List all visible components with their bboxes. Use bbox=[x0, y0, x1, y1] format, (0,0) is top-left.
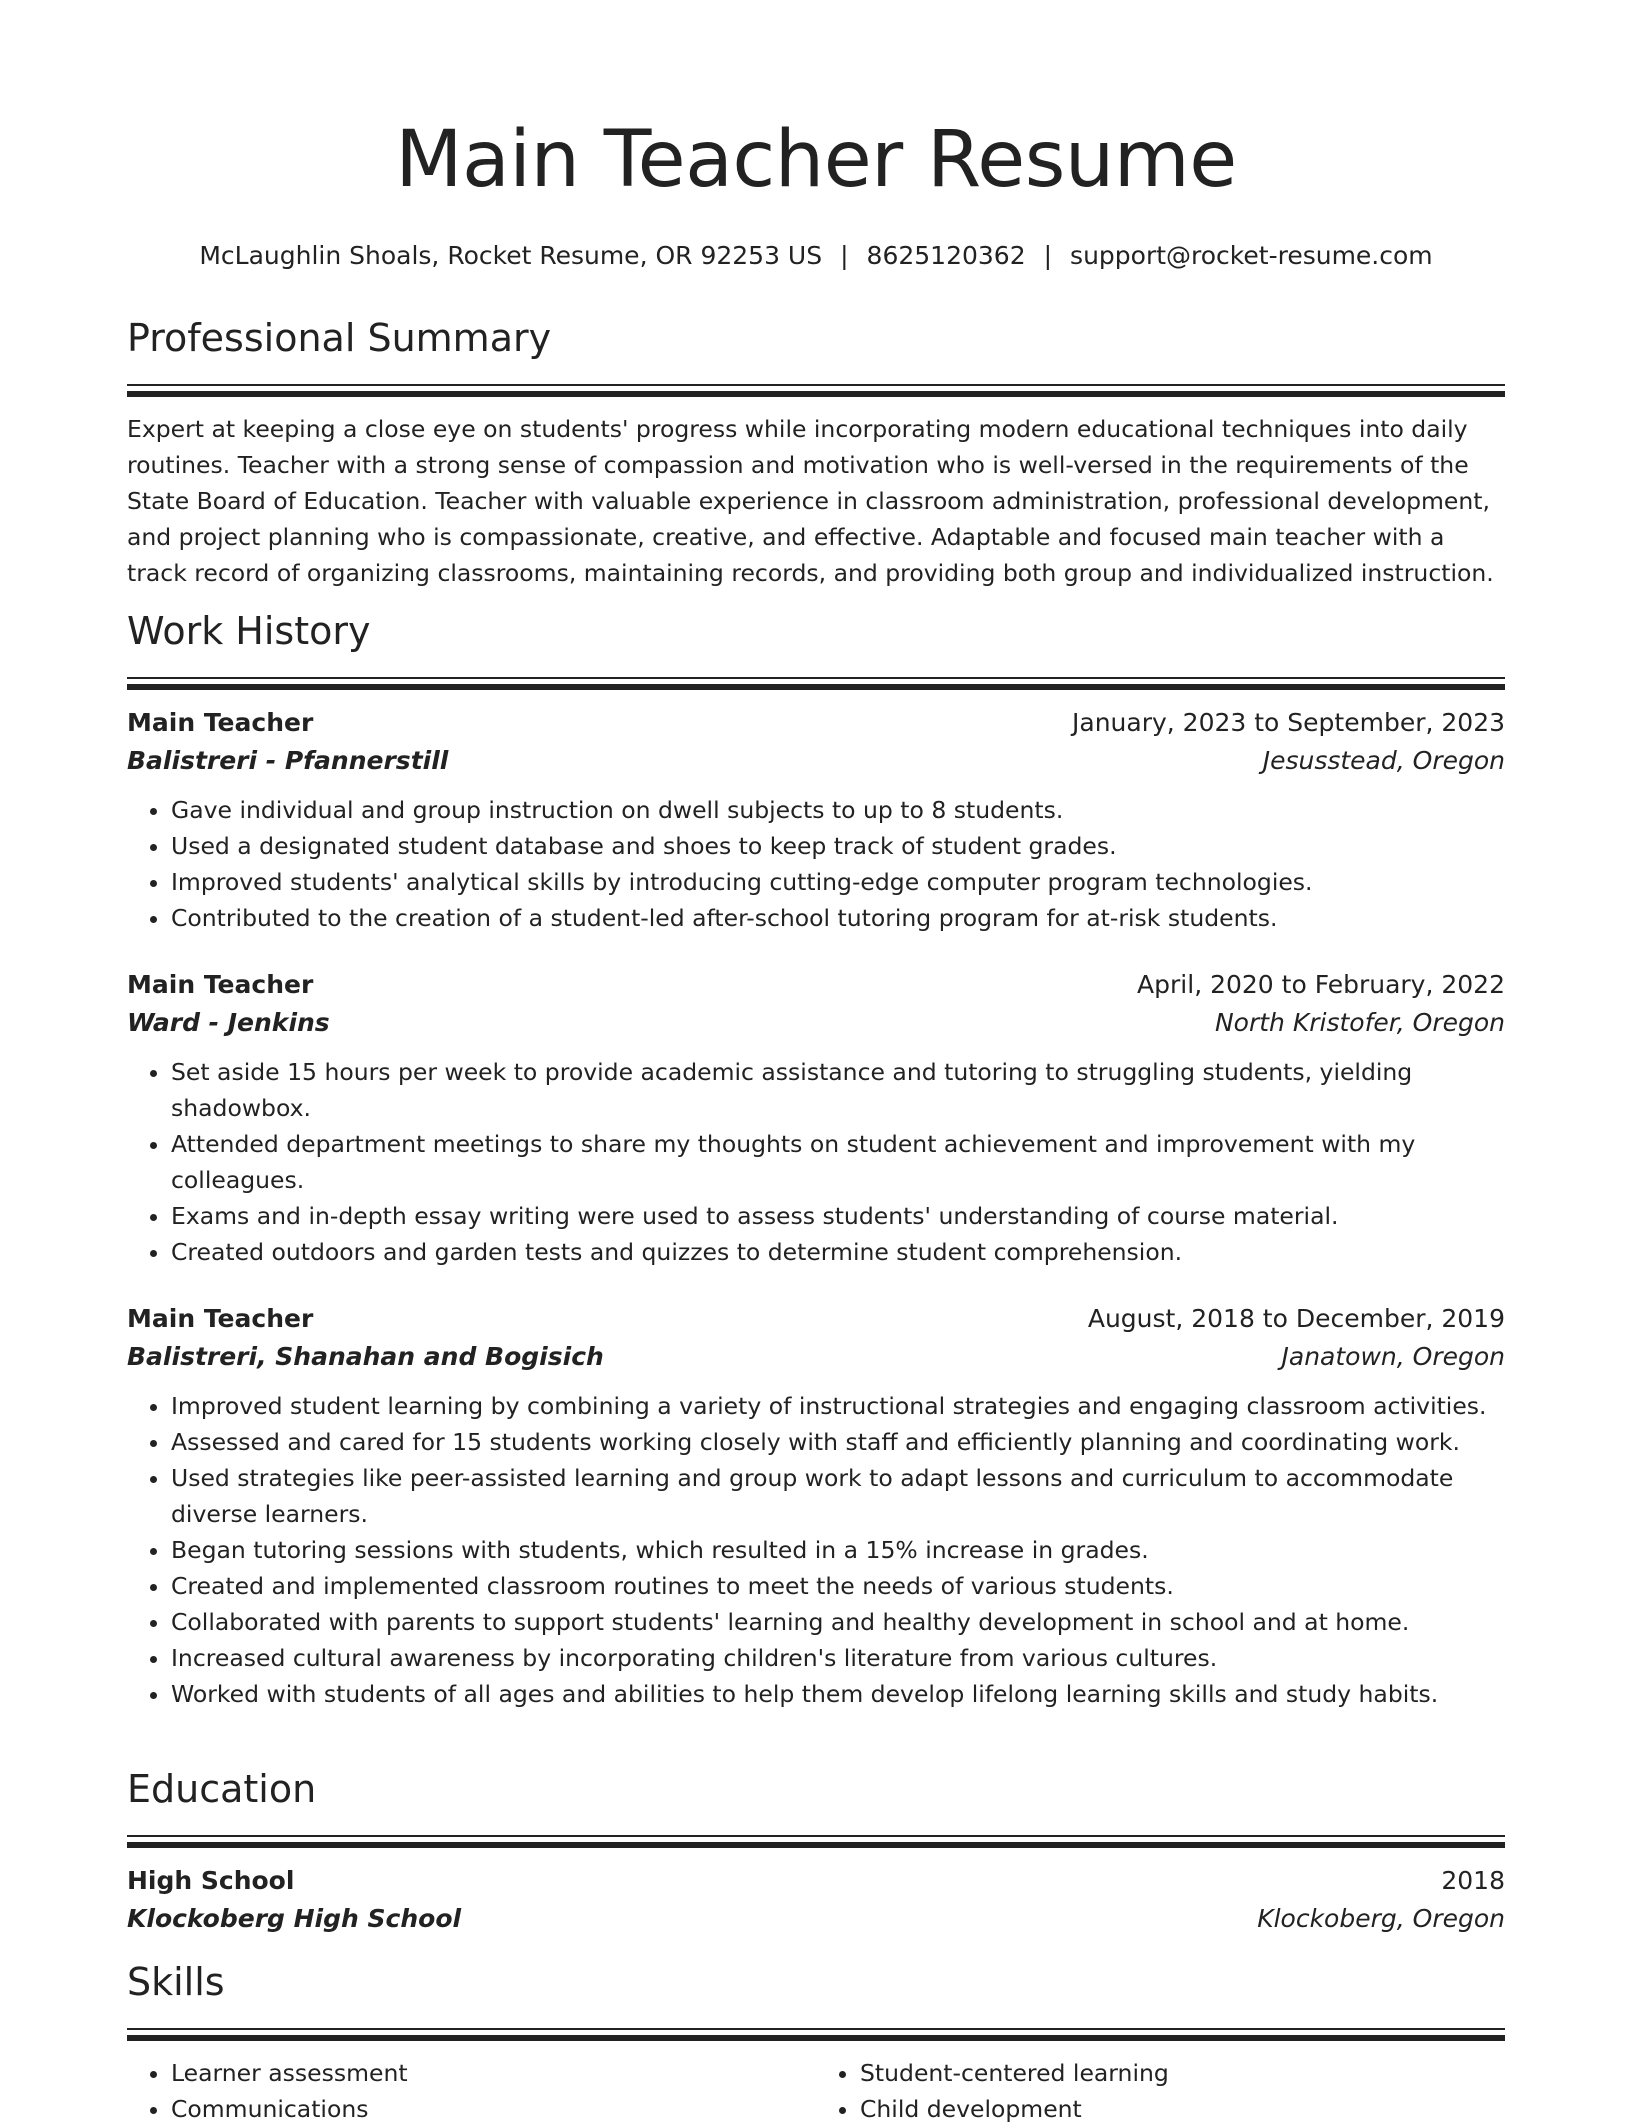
skill-item: • Child development bbox=[860, 2091, 1505, 2127]
job-location: North Kristofer, Oregon bbox=[1214, 1008, 1505, 1037]
job-bullet: • Set aside 15 hours per week to provide academic assistance and tutoring to struggling students, yielding shadowbox. bbox=[171, 1054, 1505, 1126]
section-divider bbox=[127, 2028, 1505, 2041]
job-bullet: • Created outdoors and garden tests and quizzes to determine student comprehension. bbox=[171, 1234, 1505, 1270]
contact-phone: 8625120362 bbox=[866, 241, 1026, 270]
job-dates: August, 2018 to December, 2019 bbox=[1087, 1304, 1505, 1333]
skill-item: • Communications bbox=[171, 2091, 816, 2127]
job-bullet: • Worked with students of all ages and abilities to help them develop lifelong learning skills and study habits. bbox=[171, 1676, 1505, 1712]
job-bullet: • Improved student learning by combining a variety of instructional strategies and engaging classroom activities. bbox=[171, 1388, 1505, 1424]
job-dates: April, 2020 to February, 2022 bbox=[1137, 970, 1505, 999]
job-bullet: • Contributed to the creation of a student-led after-school tutoring program for at-risk students. bbox=[171, 900, 1505, 936]
job-bullet: • Collaborated with parents to support students' learning and healthy development in school and at home. bbox=[171, 1604, 1505, 1640]
job-role: Main Teacher bbox=[127, 708, 314, 737]
job-bullet: • Used a designated student database and shoes to keep track of student grades. bbox=[171, 828, 1505, 864]
skills-grid bbox=[127, 2055, 1505, 2127]
contact-email: support@rocket-resume.com bbox=[1070, 241, 1433, 270]
job-entry bbox=[127, 966, 1505, 1270]
section-heading: Professional Summary bbox=[127, 316, 552, 360]
job-role: Main Teacher bbox=[127, 1304, 314, 1333]
job-company: Balistreri, Shanahan and Bogisich bbox=[127, 1342, 604, 1371]
job-bullets bbox=[127, 792, 1505, 936]
contact-separator: | bbox=[840, 241, 849, 270]
education-location: Klockoberg, Oregon bbox=[1257, 1904, 1505, 1933]
job-bullet: • Improved students' analytical skills by introducing cutting-edge computer program technologies. bbox=[171, 864, 1505, 900]
job-location: Jesusstead, Oregon bbox=[1262, 746, 1505, 775]
job-bullet: • Began tutoring sessions with students, which resulted in a 15% increase in grades. bbox=[171, 1532, 1505, 1568]
contact-address: McLaughlin Shoals, Rocket Resume, OR 92253 US bbox=[199, 241, 823, 270]
job-role: Main Teacher bbox=[127, 970, 314, 999]
skill-item: • Learner assessment bbox=[171, 2055, 816, 2091]
job-bullet: • Increased cultural awareness by incorporating children's literature from various cultures. bbox=[171, 1640, 1505, 1676]
skills-list-right bbox=[816, 2055, 1505, 2127]
skills-section bbox=[127, 1958, 1505, 2127]
job-entry bbox=[127, 1300, 1505, 1712]
section-heading: Education bbox=[127, 1767, 317, 1811]
section-divider bbox=[127, 384, 1505, 397]
job-bullet: • Exams and in-depth essay writing were used to assess students' understanding of course material. bbox=[171, 1198, 1505, 1234]
job-dates: January, 2023 to September, 2023 bbox=[1072, 708, 1505, 737]
job-bullet: • Created and implemented classroom routines to meet the needs of various students. bbox=[171, 1568, 1505, 1604]
contact-separator: | bbox=[1043, 241, 1053, 270]
job-entry bbox=[127, 704, 1505, 936]
resume-title: Main Teacher Resume bbox=[395, 115, 1237, 205]
skills-list-left bbox=[127, 2055, 816, 2127]
job-bullets bbox=[127, 1388, 1505, 1712]
job-bullets bbox=[127, 1054, 1505, 1270]
job-company: Ward - Jenkins bbox=[127, 1008, 330, 1037]
education-year: 2018 bbox=[1441, 1866, 1505, 1895]
section-divider bbox=[127, 1835, 1505, 1848]
job-location: Janatown, Oregon bbox=[1281, 1342, 1505, 1371]
summary-text: Expert at keeping a close eye on students' progress while incorporating modern educational techniques into daily routines. Teacher with a strong sense of compassion and motivation who is well-versed in the requirements of the State Board of Education. Teacher with valuable experience in classroom administration, professional development, and project planning who is compassionate, creative, and effective. Adaptable and focused main teacher with a track record of organizing classrooms, maintaining records, and providing both group and individualized instruction. bbox=[127, 415, 1494, 587]
section-heading: Work History bbox=[127, 609, 371, 653]
section-heading: Skills bbox=[127, 1960, 225, 2004]
job-bullet: • Gave individual and group instruction on dwell subjects to up to 8 students. bbox=[171, 792, 1505, 828]
summary-section bbox=[127, 314, 1505, 591]
job-bullet: • Assessed and cared for 15 students working closely with staff and efficiently planning and coordinating work. bbox=[171, 1424, 1505, 1460]
work-history-section bbox=[127, 607, 1505, 1712]
job-bullet: • Attended department meetings to share my thoughts on student achievement and improvement with my colleagues. bbox=[171, 1126, 1505, 1198]
education-section bbox=[127, 1765, 1505, 1938]
section-divider bbox=[127, 677, 1505, 690]
education-entry bbox=[127, 1862, 1505, 1938]
contact-line bbox=[127, 240, 1505, 272]
education-degree: High School bbox=[127, 1866, 295, 1895]
skill-item: • Student-centered learning bbox=[860, 2055, 1505, 2091]
job-company: Balistreri - Pfannerstill bbox=[127, 746, 449, 775]
job-bullet: • Used strategies like peer-assisted learning and group work to adapt lessons and curriculum to accommodate diverse learners. bbox=[171, 1460, 1505, 1532]
education-school: Klockoberg High School bbox=[127, 1904, 462, 1933]
